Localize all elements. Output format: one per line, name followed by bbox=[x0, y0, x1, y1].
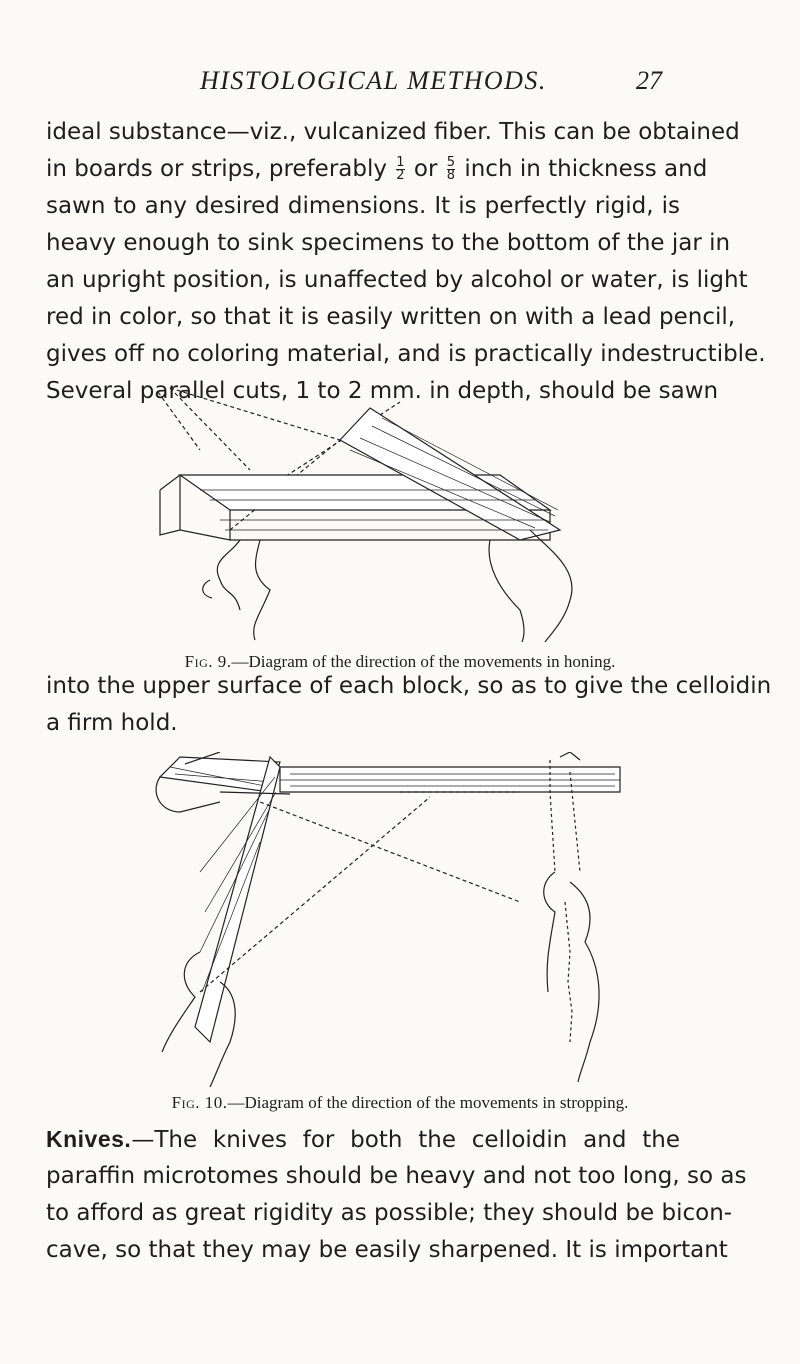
fraction-denominator: 8 bbox=[446, 168, 456, 183]
text-line: heavy enough to sink specimens to the bottom of the jar in bbox=[46, 230, 731, 256]
text-line: paraffin microtomes should be heavy and not too long, so as bbox=[46, 1163, 747, 1189]
text-line-fraction bbox=[46, 155, 708, 183]
figure-honing-illustration bbox=[140, 380, 580, 642]
stropping-diagram bbox=[100, 752, 640, 1087]
text-line: ideal substance—viz., vulcanized fiber. This can be obtained bbox=[46, 119, 740, 145]
caption-lead: Fig. 9. bbox=[184, 652, 232, 671]
text-segment: in boards or strips, preferably bbox=[46, 156, 387, 182]
text-line: red in color, so that it is easily written on with a lead pencil, bbox=[46, 304, 736, 330]
fraction-denominator: 2 bbox=[396, 168, 405, 183]
fraction-numerator: 1 bbox=[396, 155, 405, 170]
honing-diagram bbox=[140, 380, 580, 642]
text-line: cave, so that they may be easily sharpened. It is important bbox=[46, 1237, 728, 1263]
figure-10-caption bbox=[0, 1093, 800, 1113]
text-segment: or bbox=[413, 156, 438, 182]
text-line: gives off no coloring material, and is practically indestructible. bbox=[46, 341, 766, 367]
text-line-run-in bbox=[46, 1126, 680, 1153]
text-segment: —The knives for both the celloidin and the bbox=[131, 1127, 680, 1153]
text-line: sawn to any desired dimensions. It is perfectly rigid, is bbox=[46, 193, 680, 219]
text-segment: inch in thickness and bbox=[464, 156, 708, 182]
text-line: an upright position, is unaffected by alcohol or water, is light bbox=[46, 267, 748, 293]
caption-text: —Diagram of the direction of the movements in honing. bbox=[231, 652, 616, 671]
figure-stropping-illustration bbox=[100, 752, 640, 1087]
figure-9-caption bbox=[0, 652, 800, 672]
running-head bbox=[0, 66, 800, 106]
caption-lead: Fig. 10. bbox=[171, 1093, 228, 1112]
fraction-five-eighths bbox=[447, 157, 455, 182]
text-line: to afford as great rigidity as possible; they should be bicon- bbox=[46, 1200, 733, 1226]
caption-text: —Diagram of the direction of the movements in stropping. bbox=[227, 1093, 629, 1112]
text-line: Several parallel cuts, 1 to 2 mm. in depth, should be sawn bbox=[46, 378, 719, 404]
text-line: a firm hold. bbox=[46, 710, 178, 736]
text-line: into the upper surface of each block, so as to give the celloidin bbox=[46, 673, 772, 699]
page-number: 27 bbox=[636, 66, 662, 95]
section-heading: Knives. bbox=[46, 1126, 132, 1152]
fraction-half bbox=[396, 157, 404, 182]
fraction-numerator: 5 bbox=[446, 155, 456, 170]
running-title: HISTOLOGICAL METHODS. bbox=[200, 66, 547, 95]
